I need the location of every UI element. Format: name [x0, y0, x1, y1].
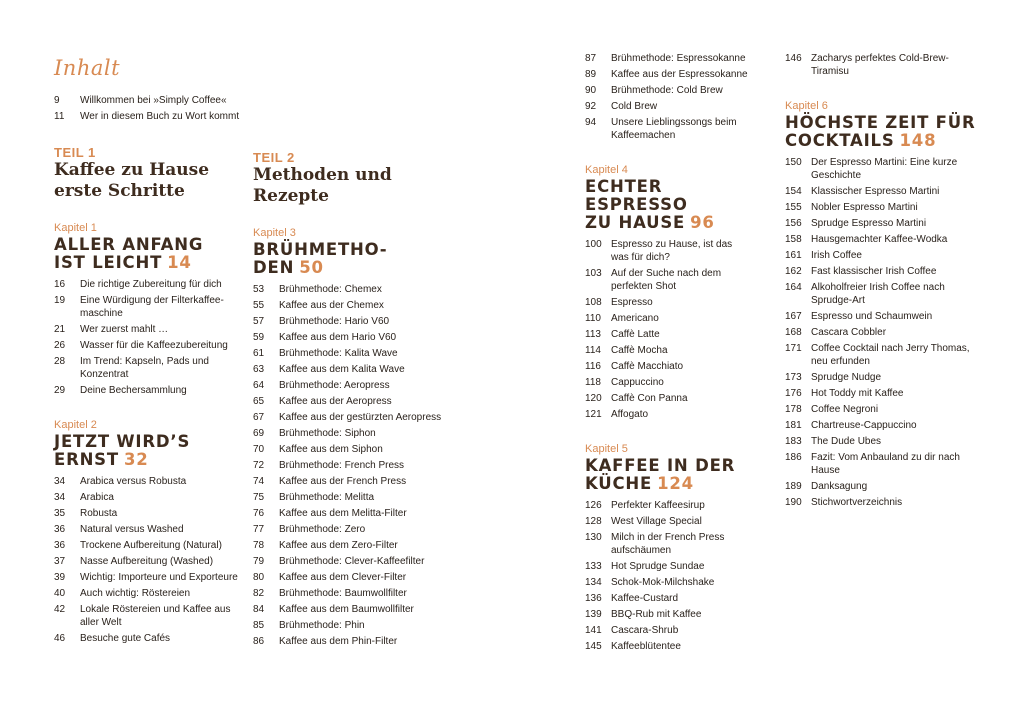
toc-entry: [585, 560, 765, 573]
toc-entry: [54, 587, 244, 600]
toc-entry-page: 21: [54, 324, 66, 335]
toc-entry-page: 150: [785, 157, 802, 168]
toc-entry-text: Hot Sprudge Sundae: [611, 561, 705, 572]
toc-entry-text: Americano: [611, 313, 659, 324]
toc-entry: [785, 480, 980, 493]
toc-entry-text: Lokale Röstereien und Kaffee aus aller Welt: [80, 604, 231, 628]
toc-entry-page: 146: [785, 53, 802, 64]
toc-entry-page: 85: [253, 620, 265, 631]
toc-entry-text: Espresso und Schaumwein: [811, 311, 933, 322]
toc-entry-text: Caffè Con Panna: [611, 393, 688, 404]
toc-entry-page: 136: [585, 593, 602, 604]
toc-entry: [54, 523, 244, 536]
toc-entry-text: Kaffee aus dem Hario V60: [279, 332, 397, 343]
toc-entry: [785, 217, 980, 230]
toc-entry: [585, 392, 765, 405]
toc-entry-page: 162: [785, 266, 802, 277]
toc-entry: [54, 632, 244, 645]
chapter2-title: [54, 433, 244, 469]
toc-entry-page: 161: [785, 250, 802, 261]
toc-entry-text: Kaffee aus dem Phin-Filter: [279, 636, 398, 647]
toc-entry-text: Die richtige Zubereitung für dich: [80, 279, 222, 290]
toc-entry-text: Kaffee aus der Espressokanne: [611, 69, 748, 80]
toc-entry-text: Irish Coffee: [811, 250, 862, 261]
toc-entry-text: Hausgemachter Kaffee-Wodka: [811, 234, 948, 245]
toc-entry-page: 80: [253, 572, 265, 583]
toc-entry-page: 61: [253, 348, 265, 359]
toc-entry-text: Trockene Aufbereitung (Natural): [80, 540, 222, 551]
toc-entry-text: Besuche gute Cafés: [80, 633, 171, 644]
chapter3-title: [253, 241, 453, 277]
toc-entry: [253, 571, 453, 584]
toc-entry-text: Espresso zu Hause, ist das was für dich?: [611, 239, 733, 263]
toc-entry-text: Kaffee aus der gestürzten Aeropress: [279, 412, 442, 423]
toc-entry-page: 164: [785, 282, 802, 293]
toc-entry-text: Fast klassischer Irish Coffee: [811, 266, 937, 277]
toc-entry: [785, 403, 980, 416]
toc-entry: [585, 267, 765, 293]
toc-entry-page: 176: [785, 388, 802, 399]
toc-entry: [253, 331, 453, 344]
chapter3-page: 50: [299, 258, 324, 277]
toc-entry-page: 76: [253, 508, 265, 519]
toc-entry-text: Espresso: [611, 297, 653, 308]
toc-entry-text: Kaffeeblütentee: [611, 641, 681, 652]
teil2-title: Methoden und Rezepte: [253, 165, 392, 206]
toc-entry-text: Caffè Macchiato: [611, 361, 684, 372]
toc-entry: [54, 507, 244, 520]
toc-entry: [253, 363, 453, 376]
chapter4-label: Kapitel 4: [585, 164, 628, 176]
toc-entry-text: Brühmethode: Baumwollfilter: [279, 588, 407, 599]
toc-entry: [54, 278, 244, 291]
toc-entry-page: 34: [54, 476, 66, 487]
toc-entry-text: Robusta: [80, 508, 118, 519]
toc-entry-text: Affogato: [611, 409, 649, 420]
toc-entry-text: Auch wichtig: Röstereien: [80, 588, 191, 599]
toc-entry: [253, 555, 453, 568]
toc-entry: [253, 491, 453, 504]
toc-entry-text: Cascara-Shrub: [611, 625, 679, 636]
toc-entry: [585, 238, 765, 264]
toc-entry: [253, 379, 453, 392]
toc-entry-page: 36: [54, 540, 66, 551]
toc-entry-text: Willkommen bei »Simply Coffee«: [80, 95, 227, 106]
toc-entry-page: 103: [585, 268, 602, 279]
toc-entry-page: 79: [253, 556, 265, 567]
toc-entry-text: Kaffee aus dem Siphon: [279, 444, 383, 455]
toc-entry-page: 113: [585, 329, 601, 340]
toc-entry-page: 118: [585, 377, 601, 388]
toc-entry: [253, 475, 453, 488]
chapter1-page: 14: [167, 253, 192, 272]
toc-entry-page: 173: [785, 372, 802, 383]
toc-entry-text: Cappuccino: [611, 377, 664, 388]
toc-entry: [785, 156, 980, 182]
toc-entry-page: 86: [253, 636, 265, 647]
toc-entry-page: 64: [253, 380, 265, 391]
toc-entry-page: 190: [785, 497, 802, 508]
toc-entry-page: 26: [54, 340, 66, 351]
toc-entry: [54, 555, 244, 568]
toc-entry-page: 72: [253, 460, 265, 471]
chapter3-continued-list: [585, 52, 765, 142]
left-column: [54, 56, 244, 648]
right-column-2: [785, 52, 980, 512]
toc-entry: [785, 201, 980, 214]
teil1-title: Kaffee zu Hause erste Schritte: [54, 160, 210, 201]
toc-entry: [585, 68, 765, 81]
toc-entry-page: 69: [253, 428, 265, 439]
chapter5-title-text: KAFFEE IN DER KÜCHE: [585, 456, 736, 493]
toc-entry: [54, 94, 244, 107]
toc-entry: [785, 342, 980, 368]
toc-entry: [54, 571, 244, 584]
toc-entry-page: 141: [585, 625, 602, 636]
toc-entry-text: Milch in der French Press aufschäumen: [611, 532, 725, 556]
teil2-label: TEIL 2: [253, 150, 295, 165]
toc-entry: [785, 451, 980, 477]
toc-entry: [785, 496, 980, 509]
toc-entry: [54, 491, 244, 504]
toc-entry: [54, 539, 244, 552]
chapter6-title-text: HÖCHSTE ZEIT FÜR COCKTAILS: [785, 113, 976, 150]
right-column-1: [585, 52, 765, 656]
toc-entry-page: 78: [253, 540, 265, 551]
toc-entry-page: 156: [785, 218, 802, 229]
toc-entry-page: 121: [585, 409, 602, 420]
toc-entry-text: Caffè Mocha: [611, 345, 668, 356]
toc-entry: [253, 539, 453, 552]
toc-entry-page: 19: [54, 295, 66, 306]
toc-entry-text: Natural versus Washed: [80, 524, 184, 535]
toc-entry-text: Sprudge Nudge: [811, 372, 882, 383]
chapter5-title: [585, 457, 765, 493]
toc-entry-text: Im Trend: Kapseln, Pads und Konzentrat: [80, 356, 209, 380]
toc-entry-page: 65: [253, 396, 265, 407]
toc-entry-page: 89: [585, 69, 597, 80]
toc-entry-page: 108: [585, 297, 602, 308]
toc-entry-text: Kaffee aus der Chemex: [279, 300, 384, 311]
toc-entry-text: Caffè Latte: [611, 329, 660, 340]
toc-entry-page: 74: [253, 476, 265, 487]
toc-entry-text: Klassischer Espresso Martini: [811, 186, 940, 197]
toc-entry: [253, 411, 453, 424]
chapter4-list: [585, 238, 765, 421]
toc-entry-page: 55: [253, 300, 265, 311]
toc-entry-text: Cold Brew: [611, 101, 658, 112]
toc-entry-text: Wichtig: Importeure und Exporteure: [80, 572, 238, 583]
toc-entry: [585, 592, 765, 605]
toc-entry-page: 145: [585, 641, 602, 652]
toc-entry-text: Auf der Suche nach dem perfekten Shot: [611, 268, 722, 292]
chapter3-title-text: BRÜHMETHO- DEN: [253, 240, 388, 277]
toc-entry-text: Brühmethode: Hario V60: [279, 316, 390, 327]
toc-entry-page: 16: [54, 279, 66, 290]
toc-entry: [253, 443, 453, 456]
toc-entry: [585, 84, 765, 97]
toc-entry-page: 158: [785, 234, 802, 245]
toc-entry-text: Schok-Mok-Milchshake: [611, 577, 715, 588]
toc-entry: [253, 459, 453, 472]
toc-entry: [54, 603, 244, 629]
toc-entry-page: 155: [785, 202, 802, 213]
toc-entry-page: 11: [54, 111, 65, 122]
toc-entry-page: 82: [253, 588, 265, 599]
toc-entry-page: 167: [785, 311, 802, 322]
toc-entry-page: 92: [585, 101, 597, 112]
chapter5-list: [585, 499, 765, 653]
toc-entry: [585, 52, 765, 65]
chapter4-title: [585, 178, 765, 232]
toc-entry-page: 39: [54, 572, 66, 583]
toc-entry: [253, 315, 453, 328]
toc-entry-text: Alkoholfreier Irish Coffee nach Sprudge-Art: [811, 282, 945, 306]
toc-entry-page: 128: [585, 516, 602, 527]
toc-entry-text: Brühmethode: Aeropress: [279, 380, 390, 391]
toc-entry-page: 37: [54, 556, 66, 567]
toc-entry: [253, 603, 453, 616]
toc-entry: [785, 310, 980, 323]
toc-entry-text: Kaffee aus dem Clever-Filter: [279, 572, 407, 583]
toc-entry: [253, 427, 453, 440]
toc-entry: [253, 587, 453, 600]
toc-entry: [785, 249, 980, 262]
toc-entry-page: 63: [253, 364, 265, 375]
toc-entry: [585, 640, 765, 653]
toc-entry-page: 70: [253, 444, 265, 455]
toc-entry: [785, 52, 980, 78]
toc-entry-page: 178: [785, 404, 802, 415]
toc-entry-text: Stichwortverzeichnis: [811, 497, 903, 508]
toc-entry-text: Chartreuse-Cappuccino: [811, 420, 917, 431]
toc-entry: [253, 283, 453, 296]
toc-entry: [54, 475, 244, 488]
toc-entry: [253, 507, 453, 520]
toc-entry: [585, 296, 765, 309]
toc-entry-text: Brühmethode: Phin: [279, 620, 365, 631]
toc-entry-text: Fazit: Vom Anbauland zu dir nach Hause: [811, 452, 960, 476]
toc-entry: [585, 576, 765, 589]
toc-entry-page: 100: [585, 239, 602, 250]
toc-entry-page: 77: [253, 524, 265, 535]
toc-entry-page: 53: [253, 284, 265, 295]
teil1-label: TEIL 1: [54, 145, 96, 160]
toc-entry-page: 130: [585, 532, 602, 543]
toc-entry: [585, 344, 765, 357]
toc-entry-text: BBQ-Rub mit Kaffee: [611, 609, 702, 620]
toc-entry-text: Brühmethode: Clever-Kaffeefilter: [279, 556, 425, 567]
right-page: [510, 0, 1020, 720]
middle-column: [253, 150, 453, 651]
toc-entry-page: 35: [54, 508, 66, 519]
toc-entry-page: 126: [585, 500, 602, 511]
toc-entry-page: 29: [54, 385, 66, 396]
chapter5-label: Kapitel 5: [585, 443, 628, 455]
toc-entry-text: Brühmethode: Zero: [279, 524, 366, 535]
toc-entry-text: Kaffee aus der French Press: [279, 476, 407, 487]
toc-entry-text: Brühmethode: Kalita Wave: [279, 348, 398, 359]
intro-list: [54, 94, 244, 123]
toc-entry-text: Wasser für die Kaffeezubereitung: [80, 340, 228, 351]
toc-entry-text: Deine Bechersammlung: [80, 385, 187, 396]
chapter3-list: [253, 283, 453, 648]
toc-entry-page: 46: [54, 633, 66, 644]
toc-entry-text: Kaffee-Custard: [611, 593, 679, 604]
toc-entry-text: Nobler Espresso Martini: [811, 202, 918, 213]
chapter6-title: [785, 114, 980, 150]
toc-entry-text: Hot Toddy mit Kaffee: [811, 388, 904, 399]
chapter4-title-text: ECHTER ESPRESSO ZU HAUSE: [585, 177, 688, 232]
toc-entry-text: Kaffee aus der Aeropress: [279, 396, 392, 407]
toc-entry-text: Cascara Cobbler: [811, 327, 887, 338]
toc-entry-page: 57: [253, 316, 265, 327]
toc-entry-text: Kaffee aus dem Zero-Filter: [279, 540, 398, 551]
toc-entry-text: Brühmethode: Espressokanne: [611, 53, 746, 64]
toc-entry: [253, 635, 453, 648]
toc-entry: [585, 408, 765, 421]
toc-entry-page: 36: [54, 524, 66, 535]
toc-entry-page: 134: [585, 577, 602, 588]
toc-entry-page: 34: [54, 492, 66, 503]
toc-entry: [253, 523, 453, 536]
toc-entry-text: Perfekter Kaffeesirup: [611, 500, 705, 511]
chapter6-label: Kapitel 6: [785, 100, 828, 112]
toc-entry-text: Brühmethode: Cold Brew: [611, 85, 723, 96]
toc-entry-text: Danksagung: [811, 481, 868, 492]
toc-entry: [785, 435, 980, 448]
toc-entry-text: Nasse Aufbereitung (Washed): [80, 556, 214, 567]
toc-entry: [585, 312, 765, 325]
toc-entry: [253, 347, 453, 360]
toc-entry-text: The Dude Ubes: [811, 436, 882, 447]
toc-entry-page: 189: [785, 481, 802, 492]
toc-entry-text: Zacharys perfektes Cold-Brew- Tiramisu: [811, 53, 949, 77]
toc-entry-text: West Village Special: [611, 516, 702, 527]
toc-entry: [253, 619, 453, 632]
toc-entry-text: Der Espresso Martini: Eine kurze Geschichte: [811, 157, 958, 181]
toc-entry-text: Brühmethode: Chemex: [279, 284, 382, 295]
toc-title: Inhalt: [54, 56, 121, 80]
toc-entry-text: Sprudge Espresso Martini: [811, 218, 927, 229]
toc-entry-page: 90: [585, 85, 597, 96]
chapter1-title-text: ALLER ANFANG IST LEICHT: [54, 235, 204, 272]
toc-entry-text: Wer in diesem Buch zu Wort kommt: [80, 111, 240, 122]
toc-entry-page: 87: [585, 53, 597, 64]
chapter2-page: 32: [123, 450, 149, 469]
toc-entry: [585, 499, 765, 512]
toc-entry-text: Brühmethode: Melitta: [279, 492, 375, 503]
chapter2-label: Kapitel 2: [54, 419, 97, 431]
toc-entry-text: Kaffee aus dem Kalita Wave: [279, 364, 405, 375]
toc-entry-page: 110: [585, 313, 601, 324]
toc-entry-page: 42: [54, 604, 66, 615]
toc-entry-page: 168: [785, 327, 802, 338]
chapter1-label: Kapitel 1: [54, 222, 97, 234]
toc-entry: [585, 531, 765, 557]
toc-entry: [54, 110, 244, 123]
toc-entry-text: Unsere Lieblingssongs beim Kaffeemachen: [611, 117, 737, 141]
toc-entry: [585, 328, 765, 341]
toc-entry-page: 116: [585, 361, 601, 372]
toc-entry-page: 59: [253, 332, 265, 343]
chapter1-title: [54, 236, 244, 272]
chapter3-label: Kapitel 3: [253, 227, 296, 239]
toc-entry-page: 75: [253, 492, 265, 503]
toc-entry-text: Eine Würdigung der Filterkaffee- maschine: [80, 295, 224, 319]
chapter5-continued-list: [785, 52, 980, 78]
toc-entry: [585, 100, 765, 113]
toc-entry-text: Coffee Negroni: [811, 404, 879, 415]
toc-entry-page: 183: [785, 436, 802, 447]
chapter4-page: 96: [690, 213, 715, 232]
chapter6-page: 148: [899, 131, 937, 150]
toc-entry-page: 114: [585, 345, 601, 356]
chapter1-list: [54, 278, 244, 397]
toc-entry-page: 186: [785, 452, 802, 463]
toc-entry: [585, 116, 765, 142]
toc-entry: [585, 515, 765, 528]
chapter6-list: [785, 156, 980, 509]
toc-entry: [585, 376, 765, 389]
toc-entry: [54, 339, 244, 352]
toc-entry-text: Brühmethode: Siphon: [279, 428, 376, 439]
toc-entry-page: 28: [54, 356, 66, 367]
toc-entry: [54, 294, 244, 320]
toc-entry: [253, 395, 453, 408]
toc-entry: [785, 326, 980, 339]
toc-entry: [253, 299, 453, 312]
toc-entry-page: 181: [785, 420, 802, 431]
toc-entry-page: 171: [785, 343, 802, 354]
toc-entry-text: Brühmethode: French Press: [279, 460, 405, 471]
toc-entry: [585, 360, 765, 373]
toc-entry: [54, 323, 244, 336]
toc-entry: [785, 233, 980, 246]
toc-entry: [785, 265, 980, 278]
chapter2-title-text: JETZT WIRD’S ERNST: [54, 432, 191, 469]
toc-entry-page: 9: [54, 95, 60, 106]
toc-entry-text: Kaffee aus dem Melitta-Filter: [279, 508, 407, 519]
toc-entry-text: Arabica: [80, 492, 114, 503]
toc-entry: [585, 624, 765, 637]
chapter2-list: [54, 475, 244, 645]
toc-entry-page: 84: [253, 604, 265, 615]
toc-entry: [54, 355, 244, 381]
toc-entry-page: 94: [585, 117, 597, 128]
toc-entry-page: 139: [585, 609, 602, 620]
toc-entry: [785, 281, 980, 307]
toc-entry: [585, 608, 765, 621]
toc-entry-text: Kaffee aus dem Baumwollfilter: [279, 604, 414, 615]
toc-entry: [785, 387, 980, 400]
toc-entry: [54, 384, 244, 397]
chapter5-page: 124: [657, 474, 694, 493]
toc-entry: [785, 371, 980, 384]
toc-entry-page: 40: [54, 588, 66, 599]
toc-entry-text: Arabica versus Robusta: [80, 476, 187, 487]
toc-entry-page: 133: [585, 561, 602, 572]
toc-entry: [785, 419, 980, 432]
toc-entry-text: Coffee Cocktail nach Jerry Thomas, neu erfunden: [811, 343, 970, 367]
toc-entry-text: Wer zuerst mahlt …: [80, 324, 169, 335]
toc-entry: [785, 185, 980, 198]
toc-entry-page: 154: [785, 186, 802, 197]
toc-entry-page: 67: [253, 412, 265, 423]
toc-entry-page: 120: [585, 393, 602, 404]
